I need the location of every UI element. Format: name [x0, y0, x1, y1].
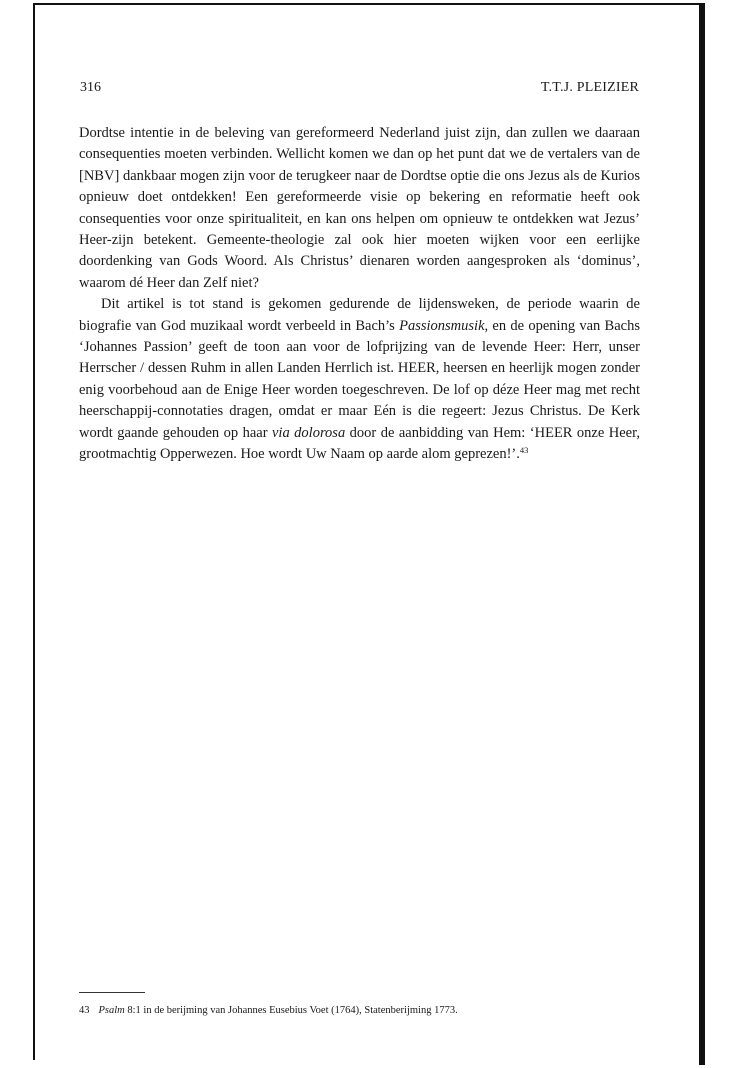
footnote-text: 8:1 in de berijming van Johannes Eusebius Voet (1764), Statenberijming 1773.: [124, 1005, 458, 1016]
paragraph-2-part-1: Dit artikel is tot stand is gekomen gedurende de lijdensweken, de periode waarin de biografie van God muzikaal wordt verbeeld in Bach’s: [79, 296, 640, 334]
footnote-italic: Psalm: [98, 1005, 125, 1016]
paragraph-2-part-3: door de aanbidding van Hem: ‘HEER onze Heer, grootmachtig Opperwezen. Hoe wordt Uw Naam op aarde alom geprezen!’.: [79, 424, 640, 463]
paragraph-2-italic-via-dolorosa: via dolorosa: [272, 424, 346, 441]
footnote-separator: [79, 992, 145, 993]
scan-edge-right: [699, 3, 705, 1065]
scan-edge-top: [33, 3, 705, 5]
paragraph-2-part-2: , en de opening van Bachs ‘Johannes Passion’ geeft de toon aan voor de lofprijzing van de levende Heer: Herr, unser Herrscher / dessen Ruhm in allen Landen Herrlich ist. HEER, heersen en heerlijk mogen zonder enig voorbehoud aan de Enige Heer worden toegeschreven. De lof op déze Heer mag met recht heerschappij-connotaties dragen, omdat er maar Eén is die regeert: Jezus Christus. De Kerk wordt gaande gehouden op haar: [79, 317, 640, 441]
page-number: 316: [80, 80, 101, 95]
scan-edge-left: [33, 3, 35, 1060]
running-author: T.T.J. PLEIZIER: [540, 80, 639, 95]
paragraph-2-italic-passionsmusik: Passionsmusik: [399, 317, 485, 334]
footnote-number: 43: [79, 1005, 90, 1016]
paragraph-1: Dordtse intentie in de beleving van gereformeerd Nederland juist zijn, dan zullen we daaraan consequenties moeten verbinden. Wellicht komen we dan op het punt dat we de vertalers van de [NBV] dankbaar mogen zijn voor de terugkeer naar de Dordtse optie die ons Jezus als de Kurios opnieuw doet ontdekken! Een gereformeerde visie op bekering en reformatie heeft ook consequenties voor onze spiritualiteit, en kan ons helpen om opnieuw te ontdekken wat Jezus’ Heer-zijn betekent. Gemeente-theologie zal ook hier moeten wijken voor een eerlijke doordenking van Gods Woord. Als Christus’ dienaren worden aangesproken als ‘dominus’, waarom dé Heer dan Zelf niet?: [79, 125, 640, 291]
body-text: [79, 123, 640, 466]
footnote-reference[interactable]: 43: [519, 445, 529, 456]
paragraph-2: [79, 294, 640, 465]
running-head: [80, 80, 639, 100]
footnote: [79, 1004, 640, 1018]
